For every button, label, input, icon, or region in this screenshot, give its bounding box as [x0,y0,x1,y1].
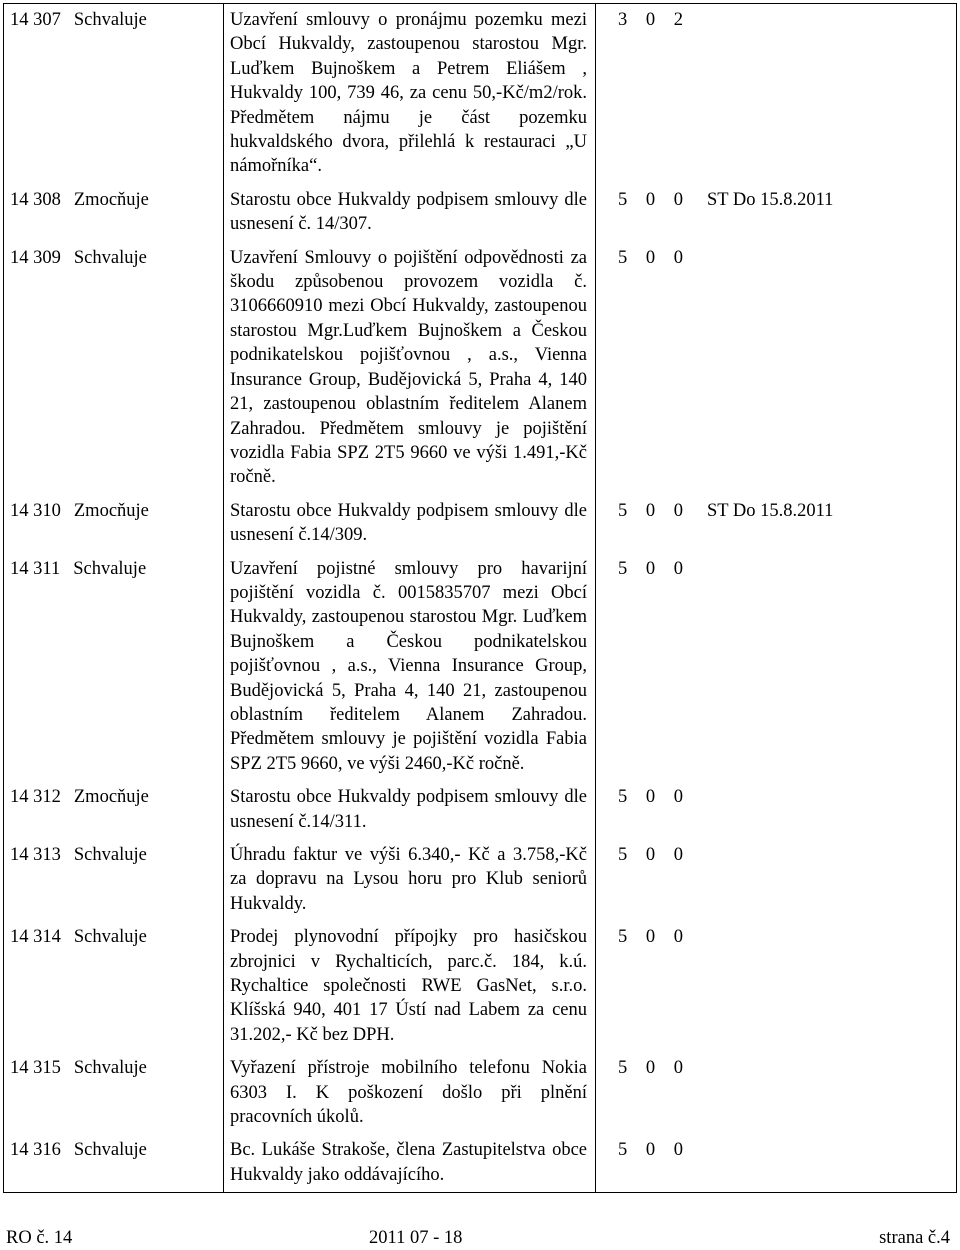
resolution-text-cell [224,4,596,184]
vote-result: 5 0 0 [618,500,683,521]
table-row [4,495,957,553]
resolution-number: 14 313 [10,845,61,865]
resolution-text: Úhradu faktur ve výši 6.340,- Kč a 3.758,-Kč za dopravu na Lysou horu pro Klub seniorů Hukvaldy. [230,845,587,914]
vote-cell [596,4,957,184]
vote-cell [596,553,957,782]
resolution-text-cell [224,242,596,495]
resolution-text-cell [224,921,596,1052]
resolution-text-cell [224,184,596,242]
resolution-label [10,557,215,581]
vote-cell [596,242,957,495]
table-row [4,1052,957,1134]
resolution-label [10,1056,215,1080]
resolution-text: Uzavření smlouvy o pronájmu pozemku mezi Obcí Hukvaldy, zastoupenou starostou Mgr. Luďkem Bujnoškem a Petrem Eliášem , Hukvaldy 100, 739 46, za cenu 50,-Kč/m2/rok. Předmětem nájmu je část pozemku hukvaldského dvora, přilehlá k restauraci „U námořníka“. [230,10,587,177]
resolution-cell [4,781,224,839]
vote-cell [596,839,957,921]
table-row [4,553,957,782]
resolution-label [10,188,215,212]
resolution-text: Starostu obce Hukvaldy podpisem smlouvy dle usnesení č.14/311. [230,787,587,832]
resolution-label [10,499,215,523]
table-row [4,4,957,184]
vote-result: 5 0 0 [618,845,683,865]
resolution-cell [4,553,224,782]
resolution-cell [4,4,224,184]
resolution-number: 14 312 [10,787,61,808]
vote-cell [596,781,957,839]
resolution-text-cell [224,495,596,553]
vote-result: 3 0 2 [618,10,683,30]
table-row [4,184,957,242]
resolution-text-cell [224,781,596,839]
resolution-number: 14 307 [10,10,61,30]
table-row [4,1134,957,1192]
resolution-verb: Schvaluje [73,1140,147,1161]
resolution-verb: Schvaluje [73,1058,147,1079]
resolution-cell [4,1052,224,1134]
resolution-text: Vyřazení přístroje mobilního telefonu Nokia 6303 I. K poškození došlo při plnění pracovních úkolů. [230,1058,587,1128]
footer-page-number: strana č.4 [879,1228,950,1248]
vote-cell [596,1052,957,1134]
page-footer [0,1228,960,1250]
footer-meeting-number: RO č. 14 [6,1228,73,1248]
vote-result: 5 0 0 [618,1140,683,1161]
resolutions-table-body [4,4,957,1193]
vote-result: 5 0 0 [618,927,683,948]
resolution-label [10,1138,215,1162]
resolution-text: Uzavření pojistné smlouvy pro havarijní pojištění vozidla č. 0015835707 mezi Obcí Hukvaldy, zastoupenou starostou Mgr. Luďkem Bujnoškem a Českou podnikatelskou pojišťovnou , a.s., Vienna Insurance Group, Budějovická 5, Praha 4, 140 21, zastoupenou oblastním ředitelem Alanem Zahradou. Předmětem smlouvy je pojištění vozidla Fabia SPZ 2T5 9660, ve výši 2460,-Kč ročně. [230,558,587,774]
resolution-text: Uzavření Smlouvy o pojištění odpovědnosti za škodu způsobenou provozem vozidla č. 3106660910 mezi Obcí Hukvaldy, zastoupenou starostou Mgr.Luďkem Bujnoškem a Českou podnikatelskou pojišťovnou , a.s., Vienna Insurance Group, Budějovická 5, Praha 4, 140 21, zastoupenou oblastním ředitelem Alanem Zahradou. Předmětem smlouvy je pojištění vozidla Fabia SPZ 2T5 9660 ve výši 1.491,-Kč ročně. [230,247,587,488]
vote-result: 5 0 0 [618,189,683,210]
resolution-number: 14 315 [10,1058,61,1079]
resolution-number: 14 308 [10,189,61,210]
table-row [4,242,957,495]
table-row [4,839,957,921]
vote-result: 5 0 0 [618,1058,683,1079]
resolution-label [10,246,215,270]
resolution-text: Starostu obce Hukvaldy podpisem smlouvy dle usnesení č.14/309. [230,500,587,546]
resolution-verb: Schvaluje [73,927,147,948]
resolution-number: 14 309 [10,247,61,268]
resolution-label [10,8,215,32]
vote-result: 5 0 0 [618,247,683,268]
resolution-verb: Schvaluje [73,558,147,579]
resolution-verb: Zmocňuje [73,787,149,808]
responsible-deadline: ST Do 15.8.2011 [707,189,834,210]
resolution-verb: Zmocňuje [73,500,149,521]
resolution-number: 14 311 [10,558,61,579]
resolution-number: 14 310 [10,500,61,521]
resolutions-table [3,3,957,1193]
resolution-cell [4,495,224,553]
responsible-deadline: ST Do 15.8.2011 [707,500,834,521]
resolution-text-cell [224,1134,596,1192]
resolution-text: Prodej plynovodní přípojky pro hasičskou zbrojnici v Rychalticích, parc.č. 184, k.ú. Rychaltice společnosti RWE GasNet, s.r.o. Klíšská 940, 401 17 Ústí nad Labem za cenu 31.202,- Kč bez DPH. [230,927,587,1045]
resolution-label [10,785,215,809]
vote-cell [596,184,957,242]
resolution-verb: Schvaluje [73,845,147,865]
footer-date: 2011 07 - 18 [369,1228,463,1248]
resolution-text: Bc. Lukáše Strakoše, člena Zastupitelstva obce Hukvaldy jako oddávajícího. [230,1140,587,1185]
resolution-cell [4,921,224,1052]
vote-cell [596,921,957,1052]
resolution-cell [4,1134,224,1192]
resolution-number: 14 316 [10,1140,61,1161]
resolution-label [10,925,215,949]
resolution-cell [4,184,224,242]
table-row [4,781,957,839]
resolution-verb: Zmocňuje [73,189,149,210]
resolution-text-cell [224,839,596,921]
resolution-text-cell [224,1052,596,1134]
resolution-text: Starostu obce Hukvaldy podpisem smlouvy dle usnesení č. 14/307. [230,189,587,235]
vote-result: 5 0 0 [618,558,683,579]
resolution-number: 14 314 [10,927,61,948]
resolution-label [10,843,215,867]
resolution-verb: Schvaluje [73,247,147,268]
vote-result: 5 0 0 [618,787,683,808]
vote-cell [596,495,957,553]
vote-cell [596,1134,957,1192]
resolution-text-cell [224,553,596,782]
resolution-verb: Schvaluje [73,10,147,30]
table-row [4,921,957,1052]
resolution-cell [4,242,224,495]
resolution-cell [4,839,224,921]
